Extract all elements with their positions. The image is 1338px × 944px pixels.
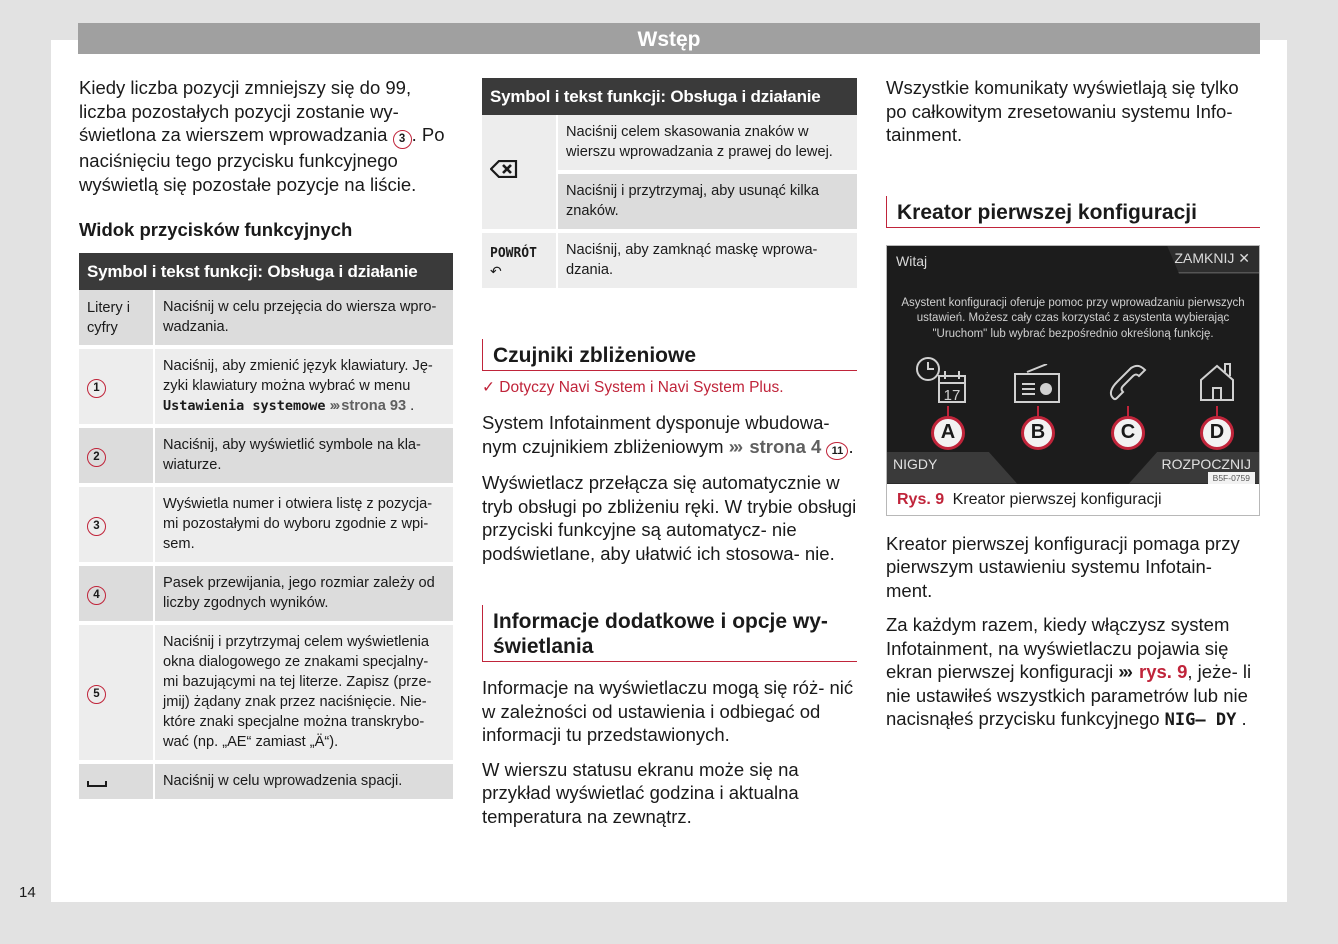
page-title: Wstęp: [78, 23, 1260, 54]
table-row: [79, 428, 453, 483]
symbol-cell: [482, 233, 558, 288]
space-icon: [87, 781, 107, 787]
home-icon[interactable]: [1197, 360, 1237, 404]
function-table: [482, 111, 857, 292]
figure-code: B5F-0759: [1208, 472, 1255, 484]
column-middle: [482, 78, 857, 828]
applies-note: ✓ Dotyczy Navi System i Navi System Plus.: [482, 379, 784, 396]
desc-cell: Naciśnij, aby zmienić język klawiatury. Ję- zyki klawiatury można wybrać w menu Ustawienia systemowe ››› strona 93 .: [155, 349, 453, 424]
desc-cell: Naciśnij i przytrzymaj celem wyświetlenia okna dialogowego ze znakami specjalny- mi bazującymi na tej literze. Zapisz (prze- jmij) żądany znak przez naciśnięcie. Nie- które znaki specjalne można transkrybo- wać (np. „AE“ zamiast „Ä“).: [155, 625, 453, 760]
backspace-icon: [490, 160, 518, 178]
table-header: Symbol i tekst funkcji: Obsługa i działanie: [79, 253, 453, 290]
page-number: 14: [19, 884, 36, 901]
paragraph: System Infotainment dysponuje wbudowa- nym czujnikiem zbliżeniowym ››› strona 4 11 .: [482, 411, 857, 460]
figure-caption: Rys. 9 Kreator pierwszej konfiguracji: [897, 490, 1162, 508]
menu-name: Ustawienia systemowe: [163, 398, 326, 415]
calendar-clock-icon[interactable]: [915, 356, 971, 406]
page-link[interactable]: strona 93: [341, 398, 407, 415]
callout-b: B: [1021, 416, 1055, 450]
page-link[interactable]: strona 4: [749, 435, 822, 457]
callout-11-icon: 11: [826, 442, 848, 460]
svg-text:17: 17: [943, 386, 961, 404]
figure-link[interactable]: rys. 9: [1139, 661, 1188, 682]
table-row: [79, 349, 453, 424]
infotainment-screen: [887, 246, 1259, 484]
table-row: [79, 566, 453, 621]
screen-title: Witaj: [896, 252, 928, 269]
callout-4-icon: 4: [87, 586, 106, 605]
callout-c: C: [1111, 416, 1145, 450]
back-label: POWRÓT: [490, 245, 537, 261]
table-row: [79, 290, 453, 345]
desc-cell: Naciśnij, aby zamknąć maskę wprowa- dzania.: [558, 233, 857, 288]
desc-cell: Wyświetla numer i otwiera listę z pozycja- mi pozostałymi do wyboru zgodnie z wpi- sem.: [155, 487, 453, 562]
figure: [886, 245, 1260, 516]
button-name: NIG– DY: [1164, 710, 1237, 730]
table-row: [79, 487, 453, 562]
wizard-message: Asystent konfiguracji oferuje pomoc przy wprowadzaniu pierwszych ustawień. Możesz cały czas korzystać z asystenta wybierając "Uruchom" lub wybrać bezpośrednio określoną funkcję.: [901, 296, 1245, 340]
paragraph: Kreator pierwszej konfiguracji pomaga przy pierwszym ustawieniu systemu Infotain- ment.: [886, 532, 1240, 601]
table-row: [79, 764, 453, 799]
callout-2-icon: 2: [87, 448, 106, 467]
desc-cell: Naciśnij i przytrzymaj, aby usunąć kilka znaków.: [558, 174, 857, 229]
paragraph: W wierszu statusu ekranu może się na przykład wyświetlać godzina i aktualna temperatura na zewnątrz.: [482, 758, 799, 827]
paragraph: Informacje na wyświetlaczu mogą się róż- nić w zależności od ustawienia i odbiegać od informacji tu przedstawionych.: [482, 677, 854, 745]
table-header: Symbol i tekst funkcji: Obsługa i działanie: [482, 78, 857, 115]
close-button[interactable]: ZAMKNIJ ✕: [1174, 249, 1250, 266]
symbol-cell: Litery i cyfry: [79, 290, 155, 345]
callout-5-icon: 5: [87, 685, 106, 704]
table-row: [79, 625, 453, 760]
desc-cell: Naciśnij w celu wprowadzenia spacji.: [155, 764, 453, 799]
column-left: [79, 76, 453, 803]
radio-icon[interactable]: [1013, 364, 1063, 404]
callout-d: D: [1200, 416, 1234, 450]
section-heading-wizard: Kreator pierwszej konfiguracji: [886, 196, 1260, 228]
subheading: Widok przycisków funkcyjnych: [79, 219, 353, 241]
paragraph: Za każdym razem, kiedy włączysz system Infotainment, na wyświetlaczu pojawia się ekran pierwszej konfiguracji ››› rys. 9, jeże- li nie ustawiłeś wszystkich parametrów lub nie nacisnąłeś przycisku funkcyjnego NIG– DY .: [886, 614, 1252, 730]
callout-a: A: [931, 416, 965, 450]
desc-cell: Naciśnij, aby wyświetlić symbole na kla- wiaturze.: [155, 428, 453, 483]
section-heading-display-info: Informacje dodatkowe i opcje wy- świetlania: [482, 605, 857, 662]
callout-3-icon: 3: [87, 517, 106, 536]
table-row: [482, 115, 857, 170]
function-icons: [887, 364, 1259, 443]
start-button[interactable]: ROZPOCZNIJ: [1161, 455, 1251, 472]
section-heading-proximity: Czujniki zbliżeniowe: [482, 339, 857, 371]
desc-cell: Pasek przewijania, jego rozmiar zależy od liczby zgodnych wyników.: [155, 566, 453, 621]
paragraph: Wyświetlacz przełącza się automatycznie w tryb obsługi po zbliżeniu ręki. W trybie obsługi przyciski funkcyjne są automatycz- nie podświetlane, aby ułatwić ich stosowa- nie.: [482, 472, 857, 564]
phone-icon[interactable]: [1107, 362, 1151, 406]
paragraph: Wszystkie komunikaty wyświetlają się tylko po całkowitym zresetowaniu systemu Info- tainment.: [886, 77, 1239, 145]
callout-1-icon: 1: [87, 379, 106, 398]
callout-3-icon: 3: [393, 130, 412, 149]
desc-cell: Naciśnij celem skasowania znaków w wierszu wprowadzania z prawej do lewej.: [558, 115, 857, 170]
desc-cell: Naciśnij w celu przejęcia do wiersza wpro- wadzania.: [155, 290, 453, 345]
column-right: [886, 76, 1260, 733]
intro-paragraph: Kiedy liczba pozycji zmniejszy się do 99, liczba pozostałych pozycji zostanie wy- świetlona za wierszem wprowadzania 3 . Po naciśnięciu tego przycisku funkcyjnego wyświetlą się pozostałe pozycje na liście.: [79, 77, 445, 195]
never-button[interactable]: NIGDY: [893, 455, 938, 472]
function-table: [79, 286, 453, 803]
table-row: [482, 233, 857, 288]
back-icon: ↶: [490, 262, 502, 279]
